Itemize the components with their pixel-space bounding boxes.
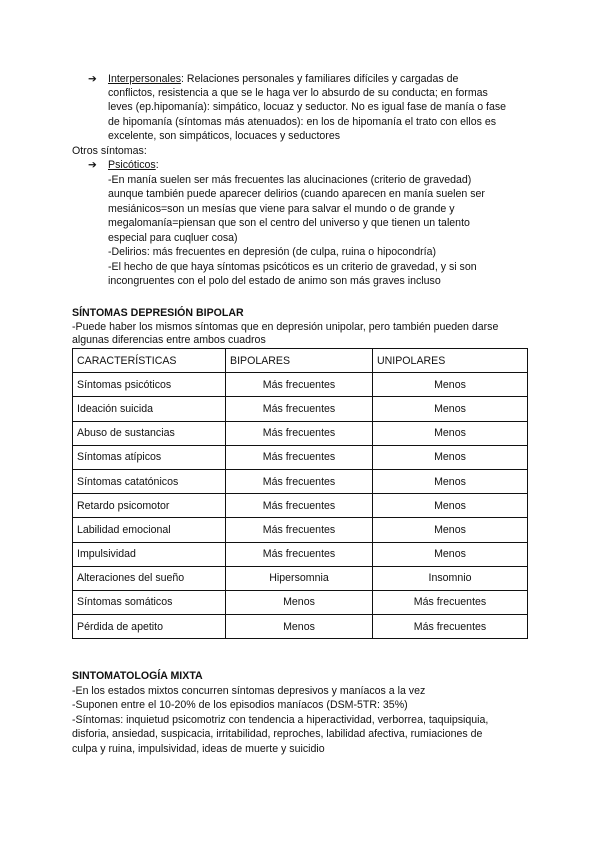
table-cell: Menos bbox=[373, 445, 528, 469]
table-row bbox=[73, 615, 528, 639]
table-cell: Hipersomnia bbox=[226, 566, 373, 590]
table-row bbox=[73, 590, 528, 614]
table-cell: Más frecuentes bbox=[226, 397, 373, 421]
interpersonal-line-4: de hipomanía (síntomas más atenuados): en los de hipomanía el trato con ellos es bbox=[108, 116, 497, 128]
table-row bbox=[73, 494, 528, 518]
bipolar-heading: SÍNTOMAS DEPRESIÓN BIPOLAR bbox=[72, 307, 244, 319]
table-cell: Menos bbox=[373, 469, 528, 493]
table-cell: Menos bbox=[373, 397, 528, 421]
psicoticos-line-4: megalomanía=piensan que son el centro del universo y que tienen un talento bbox=[108, 217, 470, 229]
table-cell: Ideación suicida bbox=[73, 397, 226, 421]
table-cell: Síntomas catatónicos bbox=[73, 469, 226, 493]
table-header-row bbox=[73, 349, 528, 373]
table-cell: Síntomas atípicos bbox=[73, 445, 226, 469]
psicoticos-label: Psicóticos bbox=[108, 159, 156, 171]
table-row bbox=[73, 566, 528, 590]
psicoticos-heading: Psicóticos: bbox=[108, 159, 159, 171]
otros-sintomas-label: Otros síntomas: bbox=[72, 145, 147, 157]
psicoticos-line-3: mesiánicos=son un mesías que viene para salvar el mundo o de grande y bbox=[108, 203, 455, 215]
psicoticos-line-6: -Delirios: más frecuentes en depresión (de culpa, ruina o hipocondría) bbox=[108, 246, 436, 258]
header-unipolares: UNIPOLARES bbox=[373, 349, 528, 373]
table-cell: Menos bbox=[226, 590, 373, 614]
mixta-line-3: -Síntomas: inquietud psicomotriz con tendencia a hiperactividad, verborrea, taquipsiquia, bbox=[72, 714, 489, 726]
table-cell: Síntomas psicóticos bbox=[73, 373, 226, 397]
table-cell: Más frecuentes bbox=[226, 542, 373, 566]
table-cell: Más frecuentes bbox=[226, 469, 373, 493]
comparison-table bbox=[72, 348, 528, 639]
bipolar-intro-line-2: algunas diferencias entre ambos cuadros bbox=[72, 334, 266, 346]
table-row bbox=[73, 518, 528, 542]
table-cell: Menos bbox=[373, 421, 528, 445]
mixta-line-2: -Suponen entre el 10-20% de los episodios maníacos (DSM-5TR: 35%) bbox=[72, 699, 408, 711]
mixta-line-1: -En los estados mixtos concurren síntomas depresivos y maníacos a la vez bbox=[72, 685, 426, 697]
arrow-icon: ➔ bbox=[88, 159, 97, 171]
table-cell: Insomnio bbox=[373, 566, 528, 590]
psicoticos-line-2: aunque también puede aparecer delirios (cuando aparecen en manía suelen ser bbox=[108, 188, 485, 200]
table-cell: Más frecuentes bbox=[226, 445, 373, 469]
interpersonal-line-1: Interpersonales: Relaciones personales y familiares difíciles y cargadas de bbox=[108, 73, 459, 85]
table-cell: Abuso de sustancias bbox=[73, 421, 226, 445]
table-cell: Más frecuentes bbox=[226, 421, 373, 445]
interpersonal-label: Interpersonales bbox=[108, 73, 182, 85]
mixta-line-4: disforia, ansiedad, suspicacia, irritabilidad, reproches, labilidad afectiva, rumiaciones de bbox=[72, 728, 483, 740]
table-cell: Más frecuentes bbox=[373, 615, 528, 639]
bipolar-intro-line-1: -Puede haber los mismos síntomas que en depresión unipolar, pero también pueden darse bbox=[72, 321, 499, 333]
table-cell: Alteraciones del sueño bbox=[73, 566, 226, 590]
table-cell: Síntomas somáticos bbox=[73, 590, 226, 614]
table-row bbox=[73, 421, 528, 445]
table-row bbox=[73, 469, 528, 493]
table-cell: Más frecuentes bbox=[373, 590, 528, 614]
header-caracteristicas: CARACTERÍSTICAS bbox=[73, 349, 226, 373]
table-row bbox=[73, 542, 528, 566]
table-cell: Más frecuentes bbox=[226, 494, 373, 518]
table-cell: Menos bbox=[373, 373, 528, 397]
table-cell: Labilidad emocional bbox=[73, 518, 226, 542]
table-cell: Retardo psicomotor bbox=[73, 494, 226, 518]
psicoticos-line-8: incongruentes con el polo del estado de animo son más graves incluso bbox=[108, 275, 441, 287]
table-cell: Más frecuentes bbox=[226, 518, 373, 542]
mixta-line-5: culpa y ruina, impulsividad, ideas de muerte y suicidio bbox=[72, 743, 325, 755]
interpersonal-line-5: excelente, son simpáticos, locuaces y seductores bbox=[108, 130, 341, 142]
table-cell: Más frecuentes bbox=[226, 373, 373, 397]
mixta-heading: SINTOMATOLOGÍA MIXTA bbox=[72, 670, 203, 682]
table-row bbox=[73, 397, 528, 421]
interpersonal-line-2: conflictos, resistencia a que se le haga ver lo absurdo de su conducta; en formas bbox=[108, 87, 488, 99]
table-cell: Pérdida de apetito bbox=[73, 615, 226, 639]
interpersonal-line-3: leves (ep.hipomanía): simpático, locuaz y seductor. No es igual fase de manía o fase bbox=[108, 101, 507, 113]
psicoticos-line-7: -El hecho de que haya síntomas psicóticos es un criterio de gravedad, y si son bbox=[108, 261, 477, 273]
table-row bbox=[73, 445, 528, 469]
table-cell: Menos bbox=[373, 518, 528, 542]
psicoticos-line-1: -En manía suelen ser más frecuentes las alucinaciones (criterio de gravedad) bbox=[108, 174, 472, 186]
table-cell: Menos bbox=[226, 615, 373, 639]
table-cell: Menos bbox=[373, 542, 528, 566]
arrow-icon: ➔ bbox=[88, 73, 97, 85]
table-cell: Impulsividad bbox=[73, 542, 226, 566]
psicoticos-line-5: especial para cuqluer cosa) bbox=[108, 232, 238, 244]
header-bipolares: BIPOLARES bbox=[226, 349, 373, 373]
table-row bbox=[73, 373, 528, 397]
table-cell: Menos bbox=[373, 494, 528, 518]
